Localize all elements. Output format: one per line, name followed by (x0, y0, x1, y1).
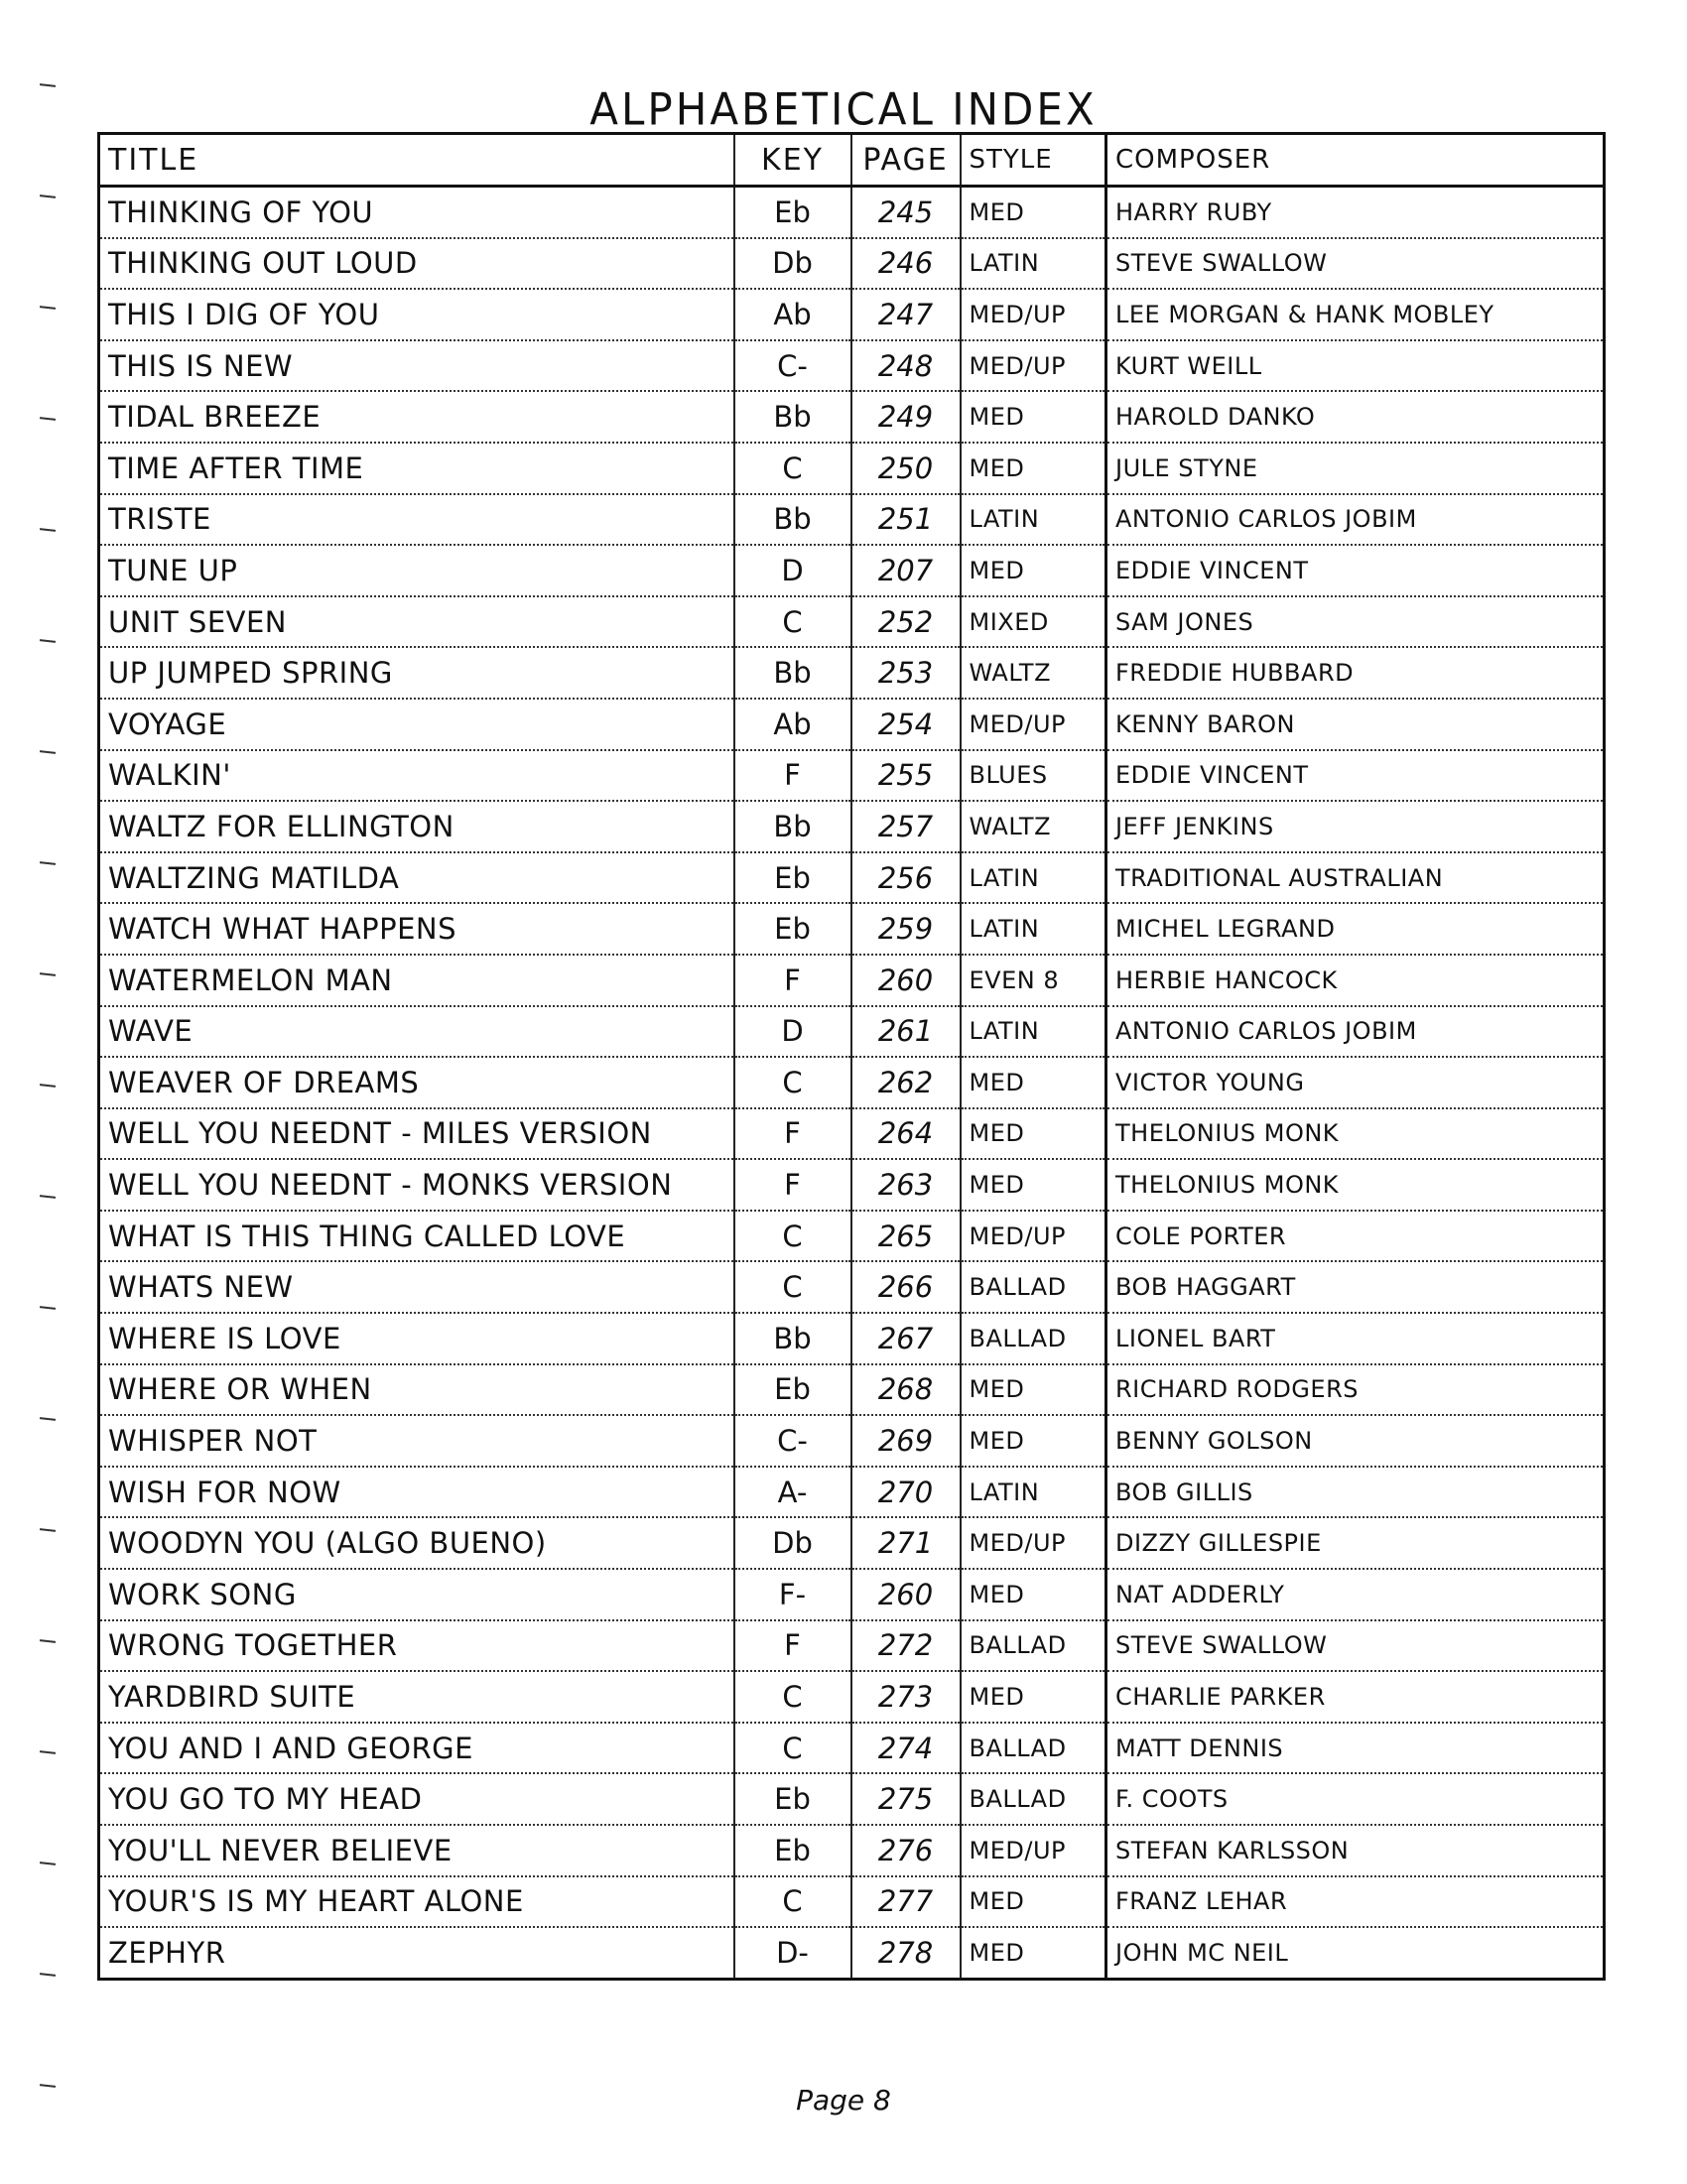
row-key: F (734, 1108, 851, 1160)
row-title: WOODYN YOU (ALGO BUENO) (99, 1517, 734, 1569)
row-title: WRONG TOGETHER (99, 1620, 734, 1672)
row-composer: SAM JONES (1106, 596, 1605, 648)
header-composer: COMPOSER (1106, 134, 1605, 187)
row-key: C (734, 1057, 851, 1108)
row-title: WHATS NEW (99, 1261, 734, 1313)
table-row (99, 955, 1605, 1006)
row-style: MED (961, 1364, 1106, 1416)
row-key: F (734, 1620, 851, 1672)
row-title: THINKING OF YOU (99, 187, 734, 238)
row-title: THIS I DIG OF YOU (99, 289, 734, 340)
table-row (99, 1159, 1605, 1211)
binding-hole-mark (40, 1195, 56, 1199)
table-row (99, 1057, 1605, 1108)
row-page: 259 (851, 903, 961, 955)
table-row (99, 1364, 1605, 1416)
binding-hole-mark (40, 750, 56, 754)
row-style: MED (961, 1415, 1106, 1467)
table-row (99, 545, 1605, 596)
table-row (99, 187, 1605, 238)
row-composer: NAT ADDERLY (1106, 1569, 1605, 1620)
row-key: Db (734, 238, 851, 290)
row-composer: MICHEL LEGRAND (1106, 903, 1605, 955)
binding-hole-mark (40, 1306, 56, 1310)
alphabetical-index-table (97, 132, 1606, 1981)
row-title: WALTZ FOR ELLINGTON (99, 801, 734, 852)
header-key: KEY (734, 134, 851, 187)
row-composer: JEFF JENKINS (1106, 801, 1605, 852)
row-page: 255 (851, 750, 961, 802)
row-key: D (734, 1006, 851, 1058)
row-key: C (734, 1211, 851, 1262)
row-composer: EDDIE VINCENT (1106, 545, 1605, 596)
row-title: WELL YOU NEEDNT - MILES VERSION (99, 1108, 734, 1160)
row-key: Eb (734, 852, 851, 904)
row-style: LATIN (961, 1006, 1106, 1058)
row-page: 262 (851, 1057, 961, 1108)
table-row (99, 289, 1605, 340)
row-style: MED (961, 545, 1106, 596)
table-row (99, 596, 1605, 648)
row-composer: JULE STYNE (1106, 443, 1605, 494)
row-title: YOU AND I AND GEORGE (99, 1723, 734, 1774)
row-style: LATIN (961, 238, 1106, 290)
row-title: TUNE UP (99, 545, 734, 596)
row-title: YARDBIRD SUITE (99, 1671, 734, 1723)
table-row (99, 1415, 1605, 1467)
row-style: LATIN (961, 852, 1106, 904)
row-style: MED (961, 1876, 1106, 1928)
row-key: A- (734, 1467, 851, 1518)
row-composer: ANTONIO CARLOS JOBIM (1106, 1006, 1605, 1058)
row-key: F (734, 1159, 851, 1211)
binding-hole-mark (40, 528, 56, 532)
row-composer: ANTONIO CARLOS JOBIM (1106, 494, 1605, 546)
row-title: WALTZING MATILDA (99, 852, 734, 904)
table-row (99, 1261, 1605, 1313)
row-page: 253 (851, 647, 961, 699)
binding-hole-mark (40, 1417, 56, 1421)
table-row (99, 1313, 1605, 1364)
table-row (99, 1006, 1605, 1058)
header-row (99, 134, 1605, 187)
row-style: WALTZ (961, 647, 1106, 699)
binding-hole-mark (40, 1528, 56, 1532)
header-page: PAGE (851, 134, 961, 187)
row-title: TIME AFTER TIME (99, 443, 734, 494)
page-title: ALPHABETICAL INDEX (589, 83, 1098, 136)
row-style: LATIN (961, 1467, 1106, 1518)
table-row (99, 1108, 1605, 1160)
row-page: 260 (851, 1569, 961, 1620)
table-row (99, 1927, 1605, 1979)
row-key: Bb (734, 801, 851, 852)
index-body (99, 187, 1605, 1980)
row-style: MED (961, 1927, 1106, 1979)
table-row (99, 340, 1605, 392)
row-page: 252 (851, 596, 961, 648)
binding-hole-mark (40, 417, 56, 421)
table-row (99, 443, 1605, 494)
row-title: WORK SONG (99, 1569, 734, 1620)
row-title: THIS IS NEW (99, 340, 734, 392)
binding-hole-mark (40, 1639, 56, 1643)
row-key: F- (734, 1569, 851, 1620)
row-title: WHERE OR WHEN (99, 1364, 734, 1416)
row-page: 207 (851, 545, 961, 596)
row-page: 268 (851, 1364, 961, 1416)
row-title: THINKING OUT LOUD (99, 238, 734, 290)
row-key: C (734, 1723, 851, 1774)
row-key: Bb (734, 391, 851, 443)
table-row (99, 1723, 1605, 1774)
row-title: WELL YOU NEEDNT - MONKS VERSION (99, 1159, 734, 1211)
row-style: BALLAD (961, 1313, 1106, 1364)
row-style: EVEN 8 (961, 955, 1106, 1006)
binding-hole-mark (40, 1973, 56, 1977)
row-page: 256 (851, 852, 961, 904)
row-page: 254 (851, 699, 961, 750)
row-composer: STEVE SWALLOW (1106, 1620, 1605, 1672)
row-style: MED/UP (961, 699, 1106, 750)
row-key: Eb (734, 903, 851, 955)
row-composer: DIZZY GILLESPIE (1106, 1517, 1605, 1569)
binding-hole-mark (40, 639, 56, 643)
row-composer: BENNY GOLSON (1106, 1415, 1605, 1467)
row-style: MED (961, 443, 1106, 494)
row-page: 251 (851, 494, 961, 546)
row-title: WATCH WHAT HAPPENS (99, 903, 734, 955)
row-style: MED/UP (961, 1517, 1106, 1569)
table-row (99, 391, 1605, 443)
table-row (99, 494, 1605, 546)
row-key: C (734, 596, 851, 648)
binding-hole-mark (40, 306, 56, 310)
row-key: F (734, 955, 851, 1006)
row-title: YOU GO TO MY HEAD (99, 1773, 734, 1825)
row-page: 277 (851, 1876, 961, 1928)
row-key: F (734, 750, 851, 802)
row-composer: F. COOTS (1106, 1773, 1605, 1825)
row-page: 276 (851, 1825, 961, 1876)
row-style: MED/UP (961, 289, 1106, 340)
row-key: Eb (734, 1364, 851, 1416)
row-composer: LIONEL BART (1106, 1313, 1605, 1364)
header-style: STYLE (961, 134, 1106, 187)
row-style: MED (961, 1159, 1106, 1211)
row-page: 272 (851, 1620, 961, 1672)
table-row (99, 1876, 1605, 1928)
row-composer: TRADITIONAL AUSTRALIAN (1106, 852, 1605, 904)
row-page: 275 (851, 1773, 961, 1825)
row-style: BALLAD (961, 1261, 1106, 1313)
row-key: C (734, 443, 851, 494)
row-key: C (734, 1671, 851, 1723)
row-key: C- (734, 1415, 851, 1467)
row-key: D- (734, 1927, 851, 1979)
row-style: MED/UP (961, 340, 1106, 392)
row-title: UP JUMPED SPRING (99, 647, 734, 699)
row-page: 266 (851, 1261, 961, 1313)
page-number: Page 8 (796, 2084, 891, 2117)
row-composer: HERBIE HANCOCK (1106, 955, 1605, 1006)
binding-hole-mark (40, 1084, 56, 1088)
row-style: WALTZ (961, 801, 1106, 852)
row-style: MED (961, 187, 1106, 238)
row-title: YOUR'S IS MY HEART ALONE (99, 1876, 734, 1928)
table-row (99, 699, 1605, 750)
row-composer: COLE PORTER (1106, 1211, 1605, 1262)
row-title: ZEPHYR (99, 1927, 734, 1979)
row-title: WALKIN' (99, 750, 734, 802)
row-style: BLUES (961, 750, 1106, 802)
row-page: 278 (851, 1927, 961, 1979)
row-style: LATIN (961, 494, 1106, 546)
row-page: 264 (851, 1108, 961, 1160)
row-page: 246 (851, 238, 961, 290)
row-style: BALLAD (961, 1620, 1106, 1672)
row-composer: EDDIE VINCENT (1106, 750, 1605, 802)
table-row (99, 750, 1605, 802)
row-page: 270 (851, 1467, 961, 1518)
row-key: Eb (734, 1825, 851, 1876)
row-style: BALLAD (961, 1773, 1106, 1825)
row-page: 267 (851, 1313, 961, 1364)
row-title: VOYAGE (99, 699, 734, 750)
row-key: C (734, 1876, 851, 1928)
binding-hole-mark (40, 861, 56, 865)
row-title: TIDAL BREEZE (99, 391, 734, 443)
row-composer: VICTOR YOUNG (1106, 1057, 1605, 1108)
row-page: 250 (851, 443, 961, 494)
row-title: TRISTE (99, 494, 734, 546)
row-page: 249 (851, 391, 961, 443)
row-composer: JOHN MC NEIL (1106, 1927, 1605, 1979)
row-title: WATERMELON MAN (99, 955, 734, 1006)
row-page: 274 (851, 1723, 961, 1774)
row-style: MED (961, 391, 1106, 443)
row-key: Bb (734, 647, 851, 699)
row-composer: MATT DENNIS (1106, 1723, 1605, 1774)
row-key: C- (734, 340, 851, 392)
row-style: MED (961, 1108, 1106, 1160)
row-style: LATIN (961, 903, 1106, 955)
row-composer: KENNY BARON (1106, 699, 1605, 750)
row-page: 263 (851, 1159, 961, 1211)
row-page: 247 (851, 289, 961, 340)
row-composer: RICHARD RODGERS (1106, 1364, 1605, 1416)
row-key: Eb (734, 187, 851, 238)
row-page: 265 (851, 1211, 961, 1262)
binding-hole-mark (40, 1862, 56, 1865)
row-composer: LEE MORGAN & HANK MOBLEY (1106, 289, 1605, 340)
table-row (99, 1825, 1605, 1876)
row-composer: THELONIUS MONK (1106, 1159, 1605, 1211)
row-title: WAVE (99, 1006, 734, 1058)
row-title: WHAT IS THIS THING CALLED LOVE (99, 1211, 734, 1262)
table-row (99, 238, 1605, 290)
row-key: Db (734, 1517, 851, 1569)
row-page: 271 (851, 1517, 961, 1569)
row-page: 260 (851, 955, 961, 1006)
row-title: WISH FOR NOW (99, 1467, 734, 1518)
row-title: WHISPER NOT (99, 1415, 734, 1467)
row-composer: STEVE SWALLOW (1106, 238, 1605, 290)
row-key: Bb (734, 1313, 851, 1364)
row-composer: FRANZ LEHAR (1106, 1876, 1605, 1928)
row-title: UNIT SEVEN (99, 596, 734, 648)
binding-hole-mark (40, 1750, 56, 1754)
table-row (99, 1569, 1605, 1620)
row-composer: HAROLD DANKO (1106, 391, 1605, 443)
row-title: YOU'LL NEVER BELIEVE (99, 1825, 734, 1876)
row-composer: BOB HAGGART (1106, 1261, 1605, 1313)
table-row (99, 852, 1605, 904)
binding-hole-mark (40, 194, 56, 198)
row-style: MIXED (961, 596, 1106, 648)
row-composer: THELONIUS MONK (1106, 1108, 1605, 1160)
row-style: MED (961, 1057, 1106, 1108)
table-row (99, 1671, 1605, 1723)
row-key: C (734, 1261, 851, 1313)
table-row (99, 801, 1605, 852)
row-key: Eb (734, 1773, 851, 1825)
row-composer: CHARLIE PARKER (1106, 1671, 1605, 1723)
row-key: Bb (734, 494, 851, 546)
binding-hole-mark (40, 972, 56, 976)
table-row (99, 1517, 1605, 1569)
row-style: MED/UP (961, 1211, 1106, 1262)
row-style: BALLAD (961, 1723, 1106, 1774)
row-style: MED/UP (961, 1825, 1106, 1876)
row-page: 257 (851, 801, 961, 852)
row-title: WEAVER OF DREAMS (99, 1057, 734, 1108)
table-row (99, 1773, 1605, 1825)
row-page: 269 (851, 1415, 961, 1467)
row-composer: BOB GILLIS (1106, 1467, 1605, 1518)
table-row (99, 647, 1605, 699)
row-composer: KURT WEILL (1106, 340, 1605, 392)
table-row (99, 1211, 1605, 1262)
table-row (99, 1620, 1605, 1672)
row-composer: HARRY RUBY (1106, 187, 1605, 238)
row-key: Ab (734, 699, 851, 750)
table-row (99, 1467, 1605, 1518)
row-page: 261 (851, 1006, 961, 1058)
row-page: 248 (851, 340, 961, 392)
header-title: TITLE (99, 134, 734, 187)
row-page: 245 (851, 187, 961, 238)
table-row (99, 903, 1605, 955)
row-style: MED (961, 1569, 1106, 1620)
row-style: MED (961, 1671, 1106, 1723)
row-composer: STEFAN KARLSSON (1106, 1825, 1605, 1876)
row-composer: FREDDIE HUBBARD (1106, 647, 1605, 699)
row-title: WHERE IS LOVE (99, 1313, 734, 1364)
row-key: Ab (734, 289, 851, 340)
row-key: D (734, 545, 851, 596)
row-page: 273 (851, 1671, 961, 1723)
